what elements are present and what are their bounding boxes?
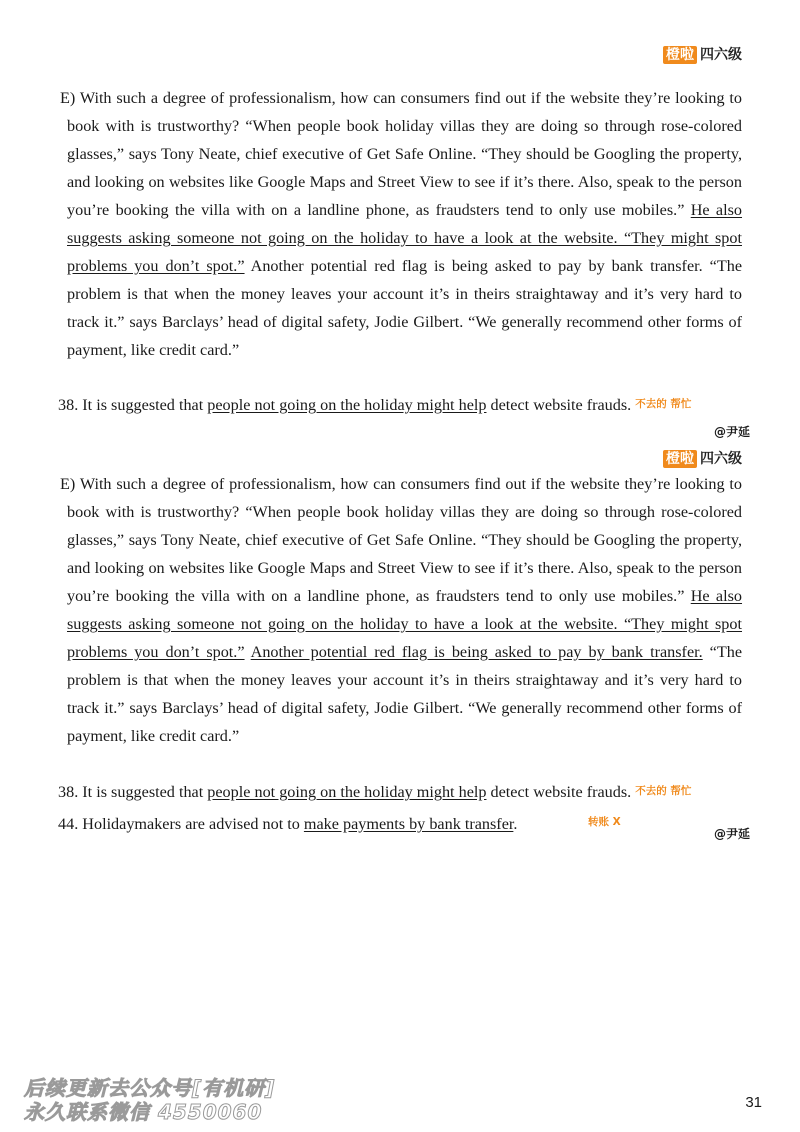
- brand-logo: [663, 46, 742, 64]
- brand-logo-mark: 橙啦: [663, 450, 697, 468]
- question-answer: make payments by bank transfer: [303, 815, 514, 833]
- question-text: detect website frauds.: [486, 783, 632, 801]
- passage-paragraph: [60, 470, 742, 750]
- passage-text: With such a degree of professionalism, how can consumers find out if the website they’re looking to book with is trustworthy? “When people book holiday villas they are doing so through rose-colored glasses,” says Tony Neate, chief executive of Get Safe Online. “They should be Googling the property, and looking on websites like Google Maps and Street View to see if it’s there. Also, speak to the person you’re booking the villa with on a landline phone, as fraudsters tend to only use mobiles.”: [67, 475, 742, 605]
- author-signature: @尹延: [713, 827, 750, 841]
- watermark: [24, 1076, 275, 1124]
- passage-underlined-text: He also suggests asking someone not going on the holiday to have a look at the website. “They might spot problems you don’t spot.”: [67, 201, 743, 275]
- brand-level: 四六级: [700, 451, 742, 467]
- watermark-line: 后续更新去公众号[有机研]: [24, 1076, 276, 1100]
- author-signature: @尹延: [713, 425, 750, 439]
- question-text: 38. It is suggested that: [58, 783, 208, 801]
- passage-text: Another potential red flag is being asked to pay by bank transfer.: [250, 257, 703, 275]
- question-note: 不去的 帮忙: [635, 398, 692, 410]
- brand-logo: [663, 450, 742, 468]
- question-note: 转账 X: [588, 816, 621, 828]
- brand-logo-mark: 橙啦: [663, 46, 697, 64]
- page-number: 31: [745, 1094, 762, 1111]
- passage-e-second: [60, 470, 742, 750]
- question-44: [58, 813, 517, 835]
- question-text: 38. It is suggested that: [58, 396, 208, 414]
- passage-label: E): [60, 475, 76, 493]
- question-text: 44. Holidaymakers are advised not to: [58, 815, 304, 833]
- brand-level: 四六级: [700, 47, 742, 63]
- question-answer: people not going on the holiday might help: [207, 783, 487, 801]
- passage-paragraph: [60, 84, 742, 364]
- question-answer: people not going on the holiday might help: [207, 396, 487, 414]
- watermark-line: 永久联系微信 4550060: [24, 1100, 263, 1124]
- passage-text: “The problem is that when the money leaves your account it’s in theirs straightaway and it’s very hard to track it.” says Barclays’ head of digital safety, Jodie Gilbert. “We generally recommend other forms of payment, like credit card.”: [67, 257, 743, 359]
- question-38: [58, 393, 691, 416]
- question-note: 不去的 帮忙: [635, 785, 692, 797]
- question-text: .: [513, 815, 518, 833]
- question-text: detect website frauds.: [486, 396, 632, 414]
- passage-text: “The problem is that when the money leaves your account it’s in theirs straightaway and it’s very hard to track it.” says Barclays’ head of digital safety, Jodie Gilbert. “We generally recommend other forms of payment, like credit card.”: [67, 643, 743, 745]
- question-38: [58, 780, 691, 803]
- passage-text: With such a degree of professionalism, how can consumers find out if the website they’re looking to book with is trustworthy? “When people book holiday villas they are doing so through rose-colored glasses,” says Tony Neate, chief executive of Get Safe Online. “They should be Googling the property, and looking on websites like Google Maps and Street View to see if it’s there. Also, speak to the person you’re booking the villa with on a landline phone, as fraudsters tend to only use mobiles.”: [67, 89, 742, 219]
- passage-underlined-text: He also suggests asking someone not going on the holiday to have a look at the website. “They might spot problems you don’t spot.”: [67, 587, 743, 661]
- passage-label: E): [60, 89, 76, 107]
- passage-e-first: [60, 84, 742, 364]
- passage-underlined-text: Another potential red flag is being asked to pay by bank transfer.: [250, 643, 703, 661]
